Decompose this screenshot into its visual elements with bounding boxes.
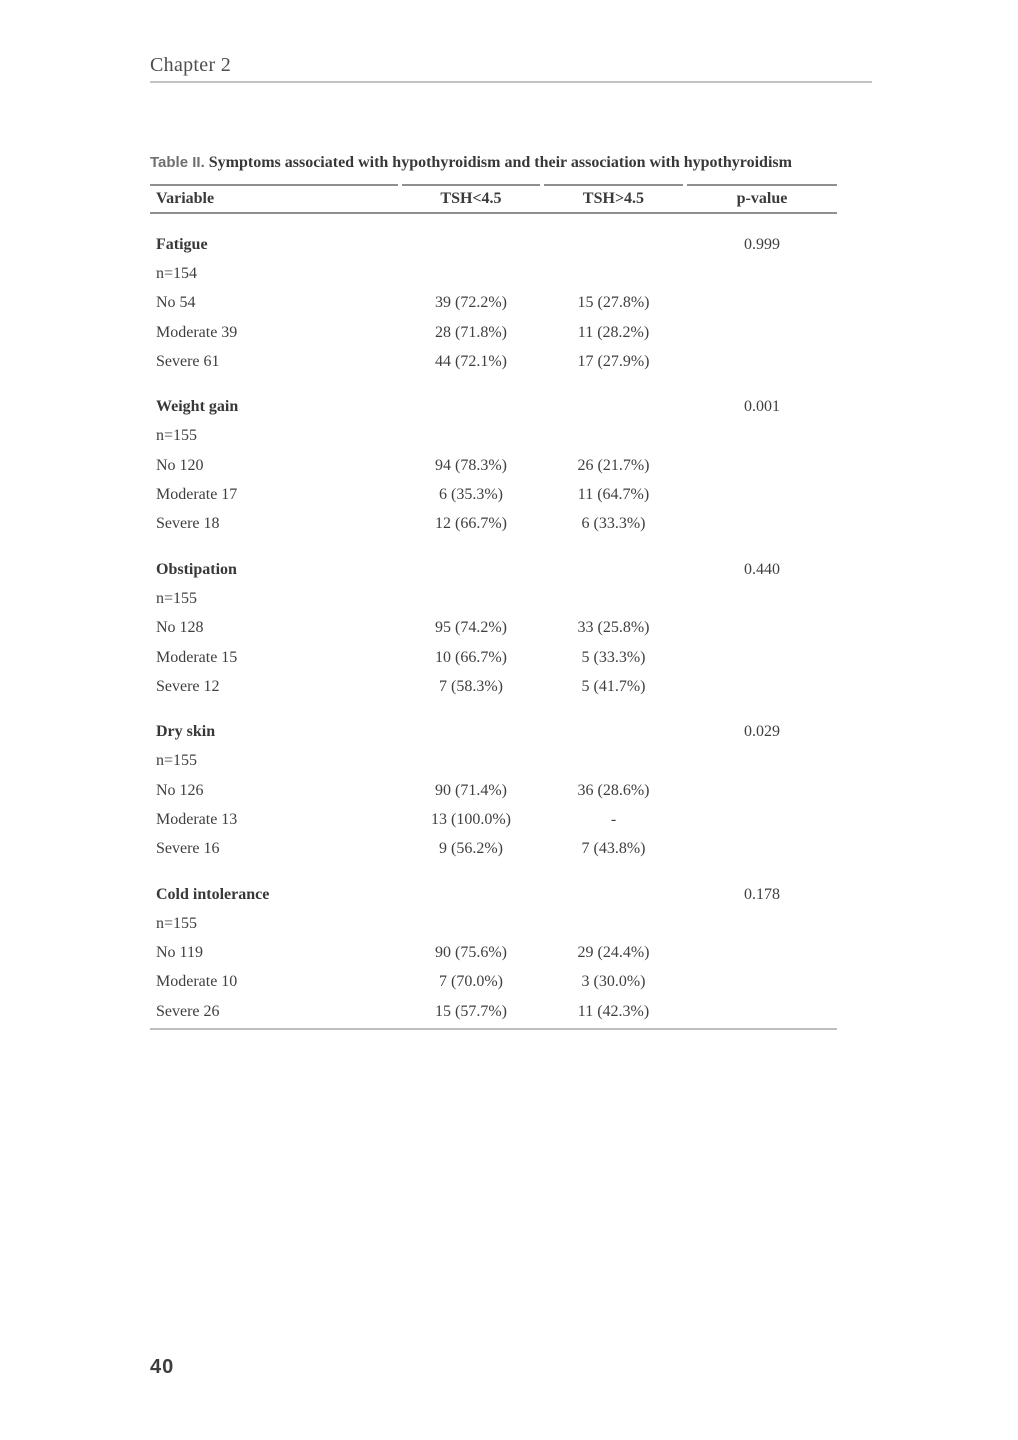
tsh-low-cell: 7 (58.3%) (439, 677, 503, 695)
tsh-high-cell: 7 (43.8%) (581, 840, 646, 858)
variable-cell: Severe 26 (156, 1002, 220, 1020)
variable-cell: Severe 16 (156, 840, 220, 858)
tsh-low-cell: 7 (70.0%) (439, 973, 503, 991)
variable-cell: Moderate 17 (156, 486, 238, 504)
variable-cell: n=155 (156, 752, 198, 770)
variable-cell: n=155 (156, 589, 198, 607)
tsh-low-cell: 95 (74.2%) (435, 619, 507, 637)
tsh-low-cell: 28 (71.8%) (435, 323, 507, 341)
group-n-row (150, 909, 837, 938)
variable-cell: Severe 61 (156, 352, 220, 370)
symptom-group (150, 717, 837, 863)
tsh-low-cell: 10 (66.7%) (435, 648, 507, 666)
variable-cell: Dry skin (156, 723, 216, 741)
running-head: Chapter 2 (150, 54, 872, 83)
table-body (150, 230, 837, 1026)
data-row (150, 451, 837, 480)
variable-cell: Severe 18 (156, 515, 220, 533)
tsh-low-cell: 13 (100.0%) (431, 810, 511, 828)
data-row (150, 289, 837, 318)
data-row (150, 614, 837, 643)
symptom-group (150, 392, 837, 538)
p-value-cell: 0.440 (744, 560, 780, 578)
tsh-low-cell: 94 (78.3%) (435, 456, 507, 474)
data-row (150, 835, 837, 864)
tsh-low-cell: 12 (66.7%) (435, 515, 507, 533)
tsh-low-cell: 90 (75.6%) (435, 944, 507, 962)
variable-cell: Weight gain (156, 398, 239, 416)
tsh-low-cell: 44 (72.1%) (435, 352, 507, 370)
tsh-high-cell: 29 (24.4%) (577, 944, 650, 962)
tsh-low-cell: 9 (56.2%) (439, 840, 503, 858)
data-row (150, 510, 837, 539)
variable-cell: Moderate 15 (156, 648, 238, 666)
page-number: 40 (150, 1356, 175, 1378)
data-row (150, 939, 837, 968)
tsh-low-cell: 6 (35.3%) (439, 486, 503, 504)
data-row (150, 643, 837, 672)
tsh-high-cell: 11 (42.3%) (577, 1002, 650, 1020)
variable-cell: n=154 (156, 264, 198, 282)
variable-cell: Cold intolerance (156, 885, 270, 903)
tsh-low-cell: 39 (72.2%) (435, 294, 507, 312)
variable-cell: n=155 (156, 914, 198, 932)
p-value-cell: 0.001 (744, 398, 780, 416)
group-n-row (150, 584, 837, 613)
group-n-row (150, 422, 837, 451)
symptoms-table (150, 184, 837, 1030)
variable-cell: Obstipation (156, 560, 237, 578)
group-heading-row (150, 230, 837, 259)
variable-cell: Moderate 39 (156, 323, 238, 341)
tsh-high-cell: 5 (41.7%) (581, 677, 646, 695)
column-header-variable: Variable (150, 184, 398, 212)
p-value-cell: 0.029 (744, 723, 780, 741)
tsh-high-cell: 36 (28.6%) (577, 781, 650, 799)
variable-cell: No 126 (156, 781, 204, 799)
variable-cell: No 119 (156, 944, 203, 962)
symptom-group (150, 880, 837, 1026)
p-value-cell: 0.999 (744, 235, 780, 253)
tsh-high-cell: 17 (27.9%) (577, 352, 650, 370)
tsh-high-cell: - (610, 810, 617, 828)
column-header-tsh-high: TSH>4.5 (544, 184, 683, 212)
symptom-group (150, 230, 837, 376)
data-row (150, 318, 837, 347)
variable-cell: n=155 (156, 427, 198, 445)
data-row (150, 776, 837, 805)
tsh-high-cell: 11 (28.2%) (577, 323, 650, 341)
table-caption-label: Table II. (150, 154, 205, 171)
data-row (150, 347, 837, 376)
tsh-low-cell: 90 (71.4%) (435, 781, 507, 799)
table-caption-text: Symptoms associated with hypothyroidism and their association with hypothyroidism (208, 154, 792, 171)
tsh-high-cell: 26 (21.7%) (577, 456, 650, 474)
group-heading-row (150, 717, 837, 746)
tsh-low-cell: 15 (57.7%) (435, 1002, 507, 1020)
tsh-high-cell: 15 (27.8%) (577, 294, 650, 312)
data-row (150, 480, 837, 509)
tsh-high-cell: 3 (30.0%) (581, 973, 646, 991)
column-header-tsh-low: TSH<4.5 (402, 184, 540, 212)
symptom-group (150, 555, 837, 701)
tsh-high-cell: 6 (33.3%) (581, 515, 646, 533)
variable-cell: Fatigue (156, 235, 208, 253)
table-header-row (150, 184, 837, 214)
data-row (150, 805, 837, 834)
tsh-high-cell: 33 (25.8%) (577, 619, 650, 637)
group-heading-row (150, 392, 837, 421)
group-n-row (150, 259, 837, 288)
tsh-high-cell: 11 (64.7%) (577, 486, 650, 504)
column-header-p-value: p-value (687, 184, 837, 212)
data-row (150, 672, 837, 701)
data-row (150, 997, 837, 1026)
p-value-cell: 0.178 (744, 885, 780, 903)
group-n-row (150, 747, 837, 776)
variable-cell: Severe 12 (156, 677, 220, 695)
variable-cell: No 120 (156, 456, 204, 474)
group-heading-row (150, 555, 837, 584)
variable-cell: Moderate 13 (156, 810, 238, 828)
variable-cell: No 54 (156, 294, 196, 312)
table-caption (150, 152, 870, 173)
tsh-high-cell: 5 (33.3%) (581, 648, 646, 666)
variable-cell: Moderate 10 (156, 973, 238, 991)
group-heading-row (150, 880, 837, 909)
variable-cell: No 128 (156, 619, 204, 637)
data-row (150, 968, 837, 997)
